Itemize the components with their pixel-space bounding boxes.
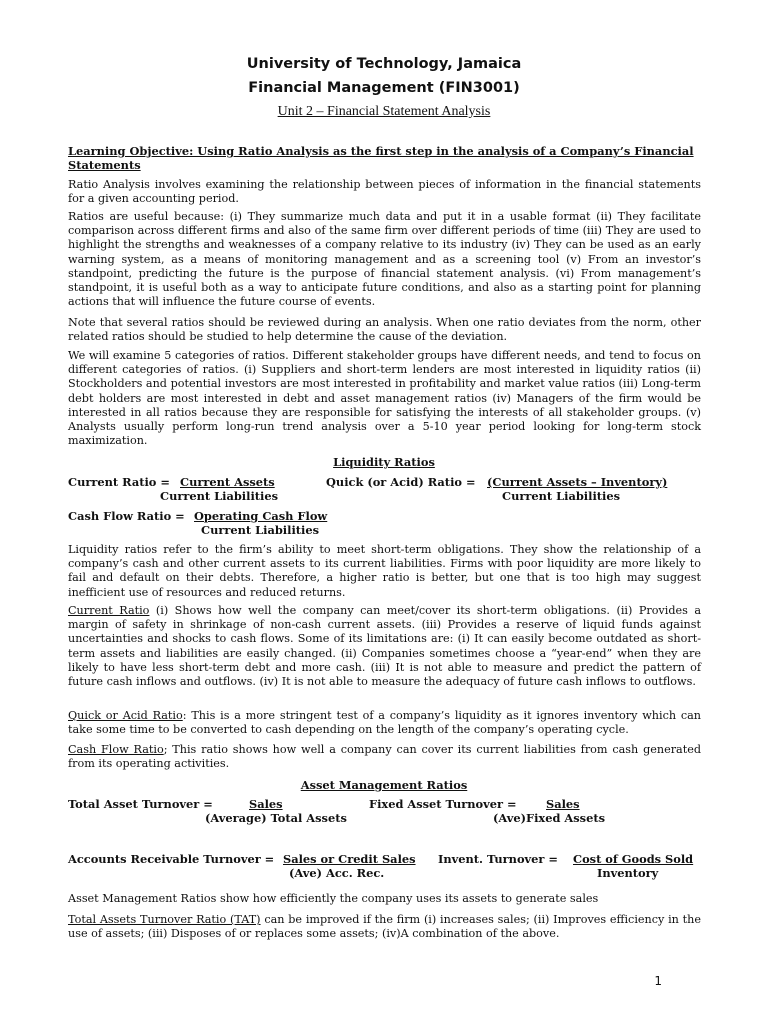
cash-flow-description: ; This ratio shows how well a company can cover its current liabilities from cash generated from its operating activities. <box>68 743 701 771</box>
paragraph-ratios-useful: Ratios are useful because: (i) They summarize much data and put it in a usable format (ii) They facilitate comparison across different firms and also of the same firm over different periods of time (iii) They are used to highlight the strengths and weaknesses of a company relative to its industry (iv) They can be used as an early warning system, as a means of monitoring management and as a screening tool (v) From an investor’s standpoint, predicting the future is the purpose of financial statement analysis. (vi) From management’s standpoint, it is useful both as a way to anticipate future conditions, and also as a starting point for planning actions that will influence the future course of events. <box>68 210 701 309</box>
page-number: 1 <box>654 974 662 988</box>
cash-flow-term: Cash Flow Ratio <box>68 743 164 756</box>
paragraph-note: Note that several ratios should be reviewed during an analysis. When one ratio deviates from the norm, other related ratios should be studied to help determine the cause of the deviation. <box>68 316 701 344</box>
paragraph-ratio-analysis: Ratio Analysis involves examining the relationship between pieces of information in the financial statements for a given accounting period. <box>68 178 701 206</box>
liquidity-ratios-heading: Liquidity Ratios <box>333 455 435 469</box>
fat-numerator: Sales <box>546 797 580 811</box>
tat-denominator: (Average) Total Assets <box>205 811 347 825</box>
quick-ratio-formula-label: Quick (or Acid) Ratio = <box>326 475 476 489</box>
paragraph-liquidity-intro: Liquidity ratios refer to the firm’s ability to meet short-term obligations. They show the relationship of a company’s cash and other current assets to its current liabilities. Firms with poor liquidity are more likely to fail and default on their debts. Therefore, a higher ratio is better, but one that is too high may suggest inefficient use of resources and reduced returns. <box>68 543 701 599</box>
current-ratio-numerator: Current Assets <box>180 475 275 489</box>
cash-flow-denominator: Current Liabilities <box>201 523 320 537</box>
paragraph-tat <box>68 913 701 941</box>
tat-description: can be improved if the firm (i) increases sales; (ii) Improves efficiency in the use of assets; (iii) Disposes of or replaces some assets; (iv)A combination of the above. <box>68 913 701 941</box>
quick-ratio-numerator: (Current Assets – Inventory) <box>487 475 668 489</box>
inventory-denominator: Inventory <box>597 866 659 880</box>
inventory-formula-label: Invent. Turnover = <box>438 852 558 866</box>
fat-formula-label: Fixed Asset Turnover = <box>369 797 517 811</box>
current-ratio-formula-label: Current Ratio = <box>68 475 170 489</box>
tat-numerator: Sales <box>249 797 283 811</box>
tat-formula-label: Total Asset Turnover = <box>68 797 213 811</box>
current-ratio-term: Current Ratio <box>68 604 150 617</box>
cash-flow-formula-label: Cash Flow Ratio = <box>68 509 185 523</box>
quick-ratio-term: Quick or Acid Ratio <box>68 709 183 722</box>
current-ratio-denominator: Current Liabilities <box>160 489 279 503</box>
ar-denominator: (Ave) Acc. Rec. <box>289 866 385 880</box>
quick-ratio-denominator: Current Liabilities <box>502 489 621 503</box>
cash-flow-numerator: Operating Cash Flow <box>194 509 328 523</box>
paragraph-asset-management-intro: Asset Management Ratios show how efficiently the company uses its assets to generate sales <box>68 892 599 905</box>
paragraph-quick-ratio <box>68 709 701 737</box>
current-ratio-description: (i) Shows how well the company can meet/cover its short-term obligations. (ii) Provides a margin of safety in shrinkage of non-cash current assets. (iii) Provides a reserve of liquid funds against uncertainties and shocks to cash flows. Some of its limitations are: (i) It can easily become outdated as short-term assets and liabilities are easily changed. (ii) Companies sometimes choose a “year-end” when they are likely to have less short-term debt and more cash. (iii) It is not able to measure and predict the pattern of future cash inflows and outflows. (iv) It is not able to measure the adequacy of future cash inflows to outflows. <box>68 604 701 689</box>
learning-objective: Learning Objective: Using Ratio Analysis as the first step in the analysis of a Company’s Financial Statements <box>68 144 694 173</box>
tat-term: Total Assets Turnover Ratio (TAT) <box>68 913 261 926</box>
asset-management-heading: Asset Management Ratios <box>300 778 468 792</box>
quick-ratio-description: : This is a more stringent test of a company’s liquidity as it ignores inventory which can take some time to be converted to cash depending on the length of the company’s operating cycle. <box>68 709 701 737</box>
university-title: University of Technology, Jamaica <box>246 56 522 72</box>
fat-denominator: (Ave)Fixed Assets <box>493 811 605 825</box>
paragraph-categories: We will examine 5 categories of ratios. Different stakeholder groups have different needs, and tend to focus on different categories of ratios. (i) Suppliers and short-term lenders are most interested in liquidity ratios (ii) Stockholders and potential investors are most interested in profitability and market value ratios (iii) Long-term debt holders are most interested in debt and asset management ratios (iv) Managers of the firm would be interested in all ratios because they are responsible for satisfying the interests of all stakeholder groups. (v) Analysts usually perform long-run trend analysis over a 5-10 year period looking for long-term stock maximization. <box>68 349 701 448</box>
ar-formula-label: Accounts Receivable Turnover = <box>68 852 275 866</box>
paragraph-cash-flow-ratio <box>68 743 701 771</box>
ar-numerator: Sales or Credit Sales <box>283 852 416 866</box>
inventory-numerator: Cost of Goods Sold <box>573 852 694 866</box>
unit-title: Unit 2 – Financial Statement Analysis <box>277 104 491 119</box>
course-title: Financial Management (FIN3001) <box>248 80 520 96</box>
paragraph-current-ratio <box>68 604 701 689</box>
